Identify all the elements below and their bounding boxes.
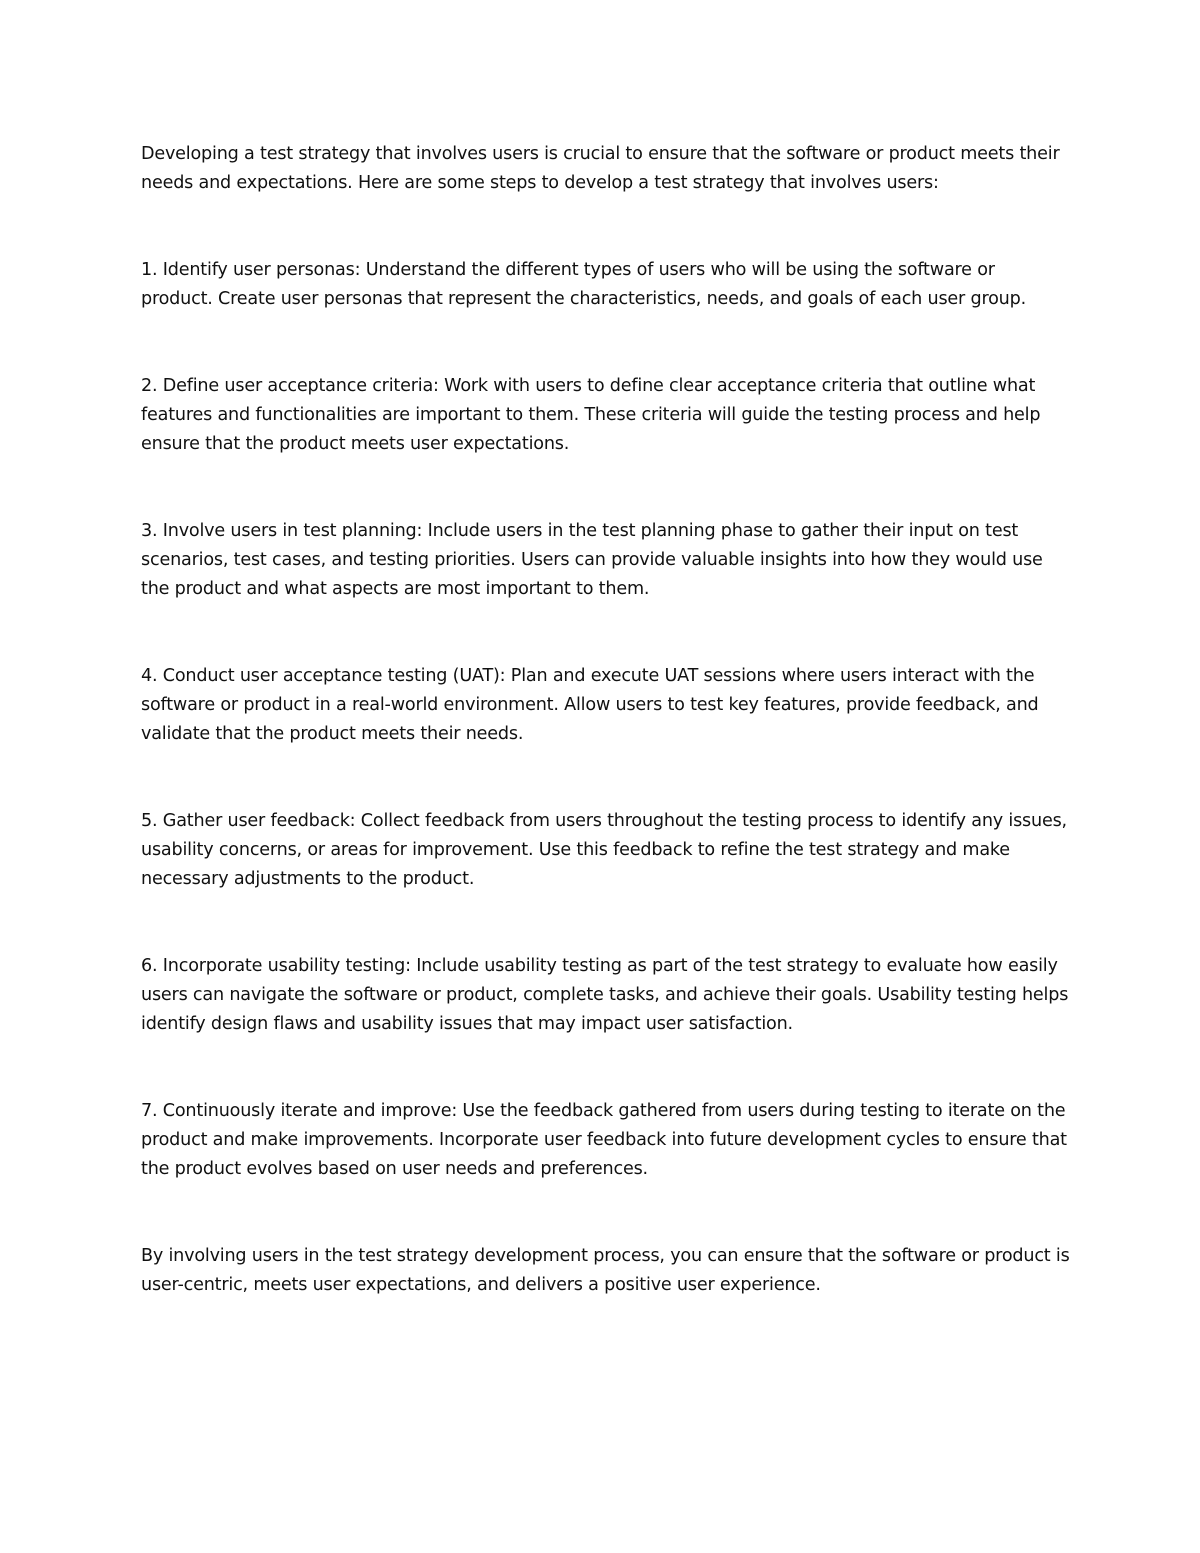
step-6-paragraph: 6. Incorporate usability testing: Include usability testing as part of the test strategy to evaluate how easily users can navigate the software or product, complete tasks, and achieve their goals. Usability testing helps identify design flaws and usability issues that may impact user satisfaction.	[141, 956, 1069, 1034]
intro-paragraph: Developing a test strategy that involves users is crucial to ensure that the software or product meets their needs and expectations. Here are some steps to develop a test strategy that involves users:	[141, 144, 1060, 193]
step-2-paragraph: 2. Define user acceptance criteria: Work with users to define clear acceptance criteria that outline what features and functionalities are important to them. These criteria will guide the testing process and help ensure that the product meets user expectations.	[141, 376, 1041, 454]
step-5-paragraph: 5. Gather user feedback: Collect feedback from users throughout the testing process to identify any issues, usability concerns, or areas for improvement. Use this feedback to refine the test strategy and make necessary adjustments to the product.	[141, 811, 1067, 889]
conclusion-paragraph: By involving users in the test strategy development process, you can ensure that the software or product is user-centric, meets user expectations, and delivers a positive user experience.	[141, 1246, 1070, 1295]
step-7-paragraph: 7. Continuously iterate and improve: Use the feedback gathered from users during testing to iterate on the product and make improvements. Incorporate user feedback into future development cycles to ensure that the product evolves based on user needs and preferences.	[141, 1101, 1067, 1179]
step-1-paragraph: 1. Identify user personas: Understand the different types of users who will be using the software or product. Create user personas that represent the characteristics, needs, and goals of each user group.	[141, 260, 1026, 309]
step-3-paragraph: 3. Involve users in test planning: Include users in the test planning phase to gather their input on test scenarios, test cases, and testing priorities. Users can provide valuable insights into how they would use the product and what aspects are most important to them.	[141, 521, 1043, 599]
step-4-paragraph: 4. Conduct user acceptance testing (UAT): Plan and execute UAT sessions where users interact with the software or product in a real-world environment. Allow users to test key features, provide feedback, and validate that the product meets their needs.	[141, 666, 1039, 744]
document-body	[141, 140, 1071, 1358]
